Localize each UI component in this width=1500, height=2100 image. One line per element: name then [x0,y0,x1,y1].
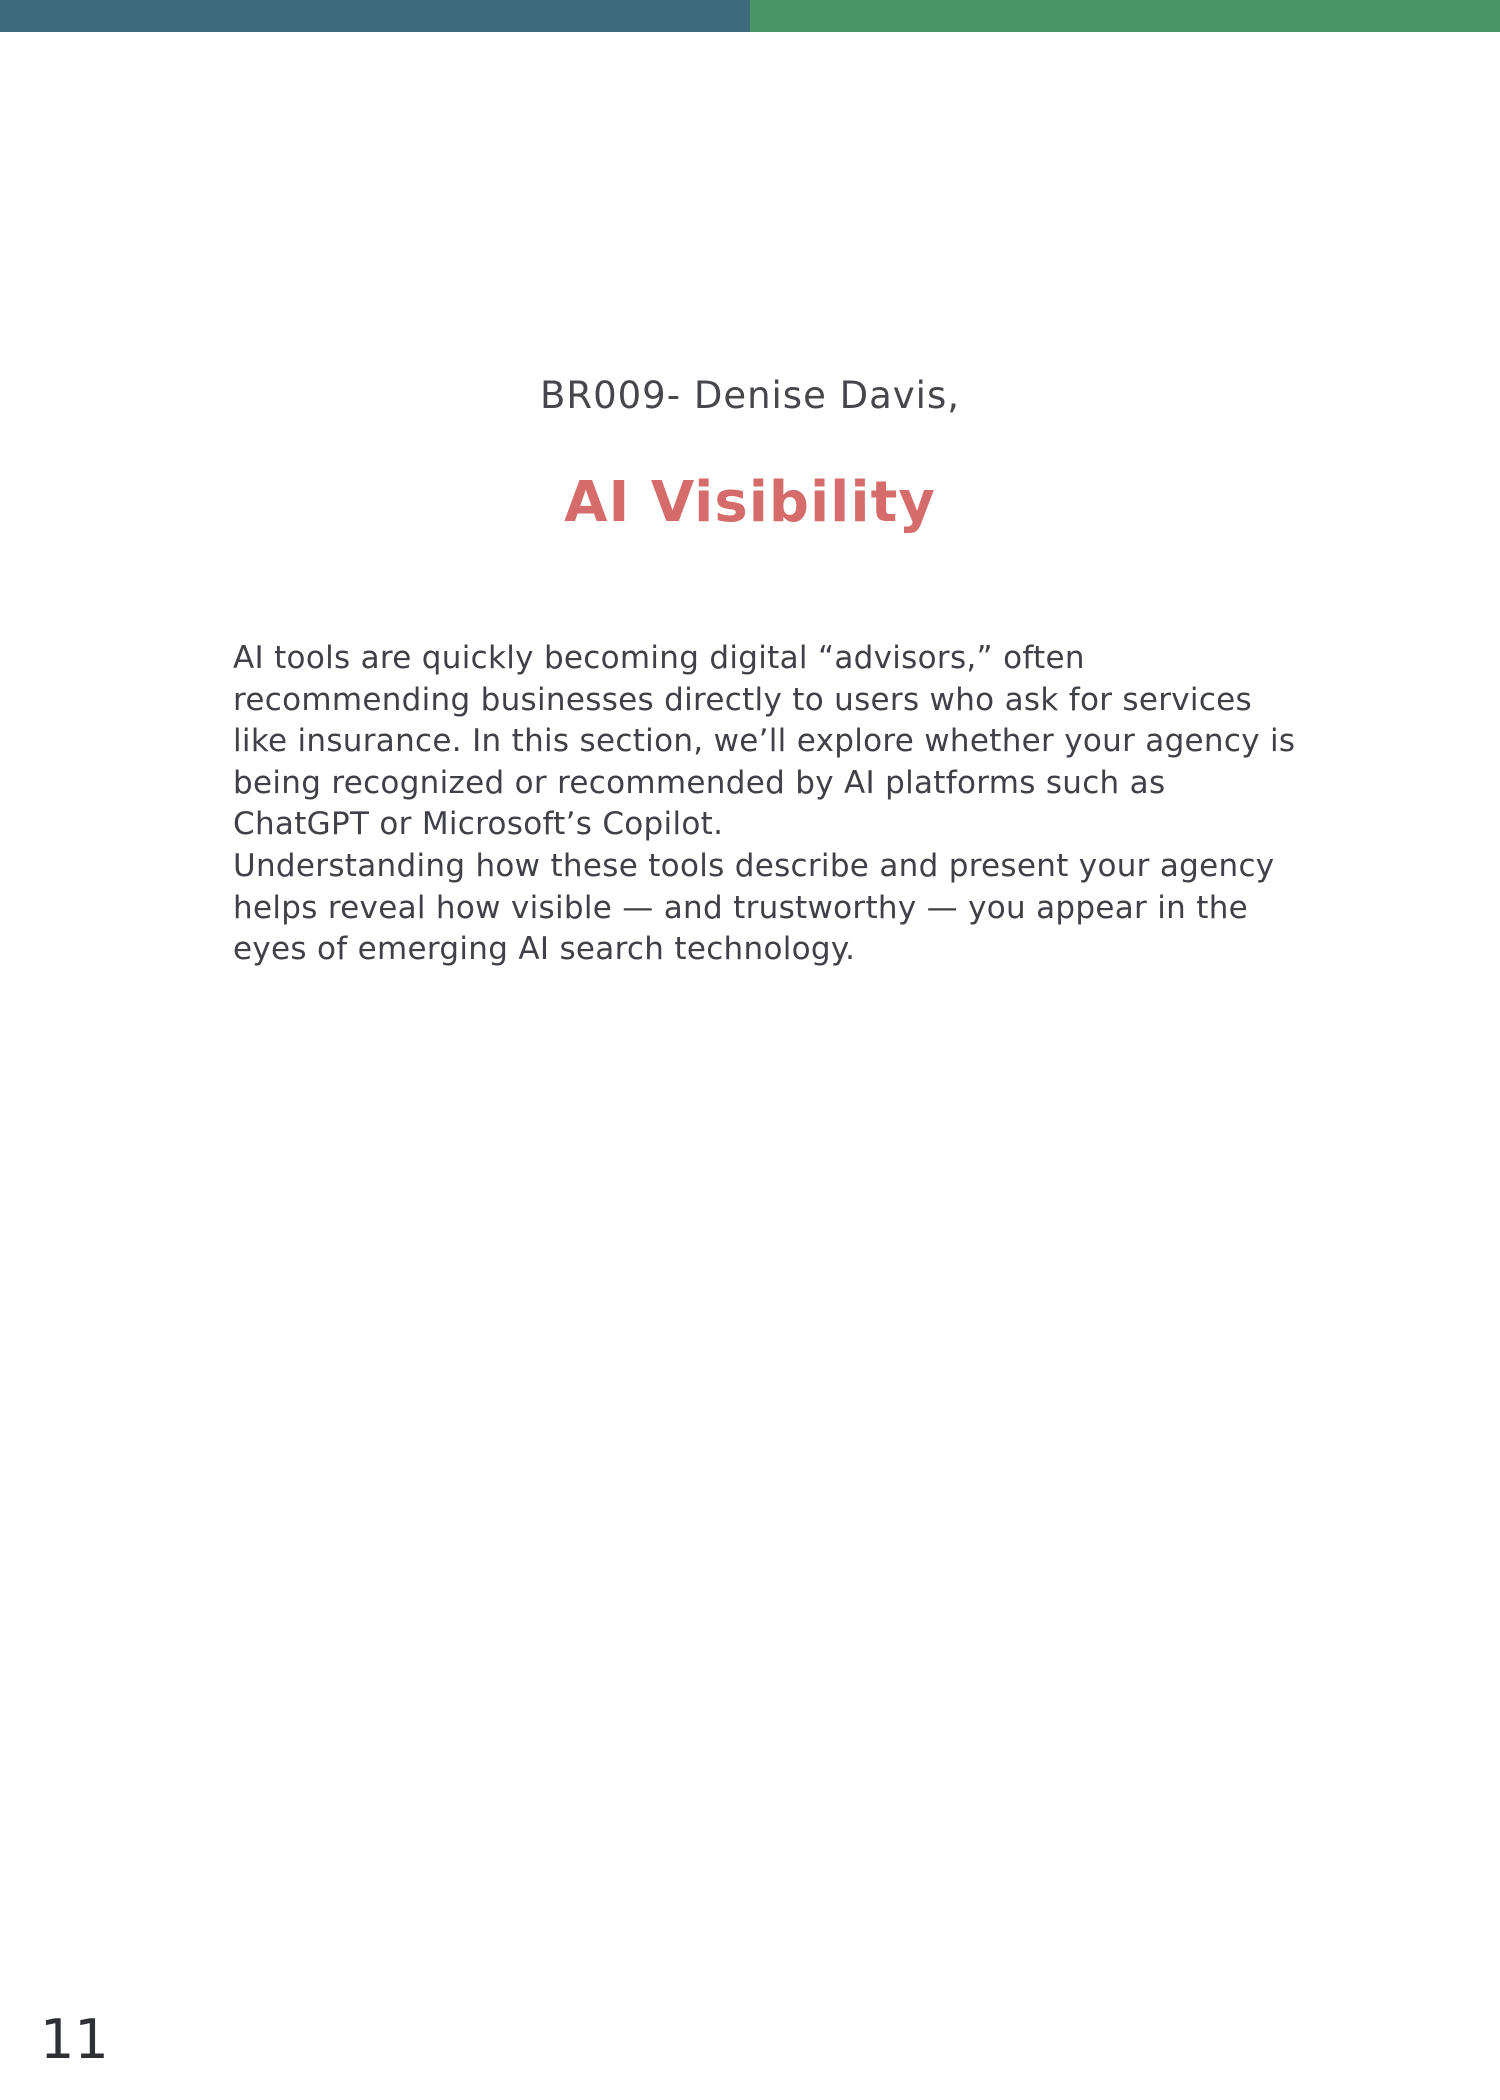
section-title: AI Visibility [564,470,936,535]
top-bar-green-segment [750,0,1500,32]
explanation-paragraph: Understanding how these tools describe and present your agency helps reveal how visible — and trustworthy — you appear in the eyes of emerging AI search technology. [233,848,1275,967]
top-bar-blue-segment [0,0,750,32]
top-color-bar [0,0,1500,32]
page-number: 11 [40,2008,109,2071]
client-name-line: BR009- Denise Davis, [540,374,960,417]
intro-paragraph: AI tools are quickly becoming digital “advisors,” often recommending businesses directly to users who ask for services like insurance. In this section, we’ll explore whether your agency is being recognized or recommended by AI platforms such as ChatGPT or Microsoft’s Copilot. [233,640,1296,842]
